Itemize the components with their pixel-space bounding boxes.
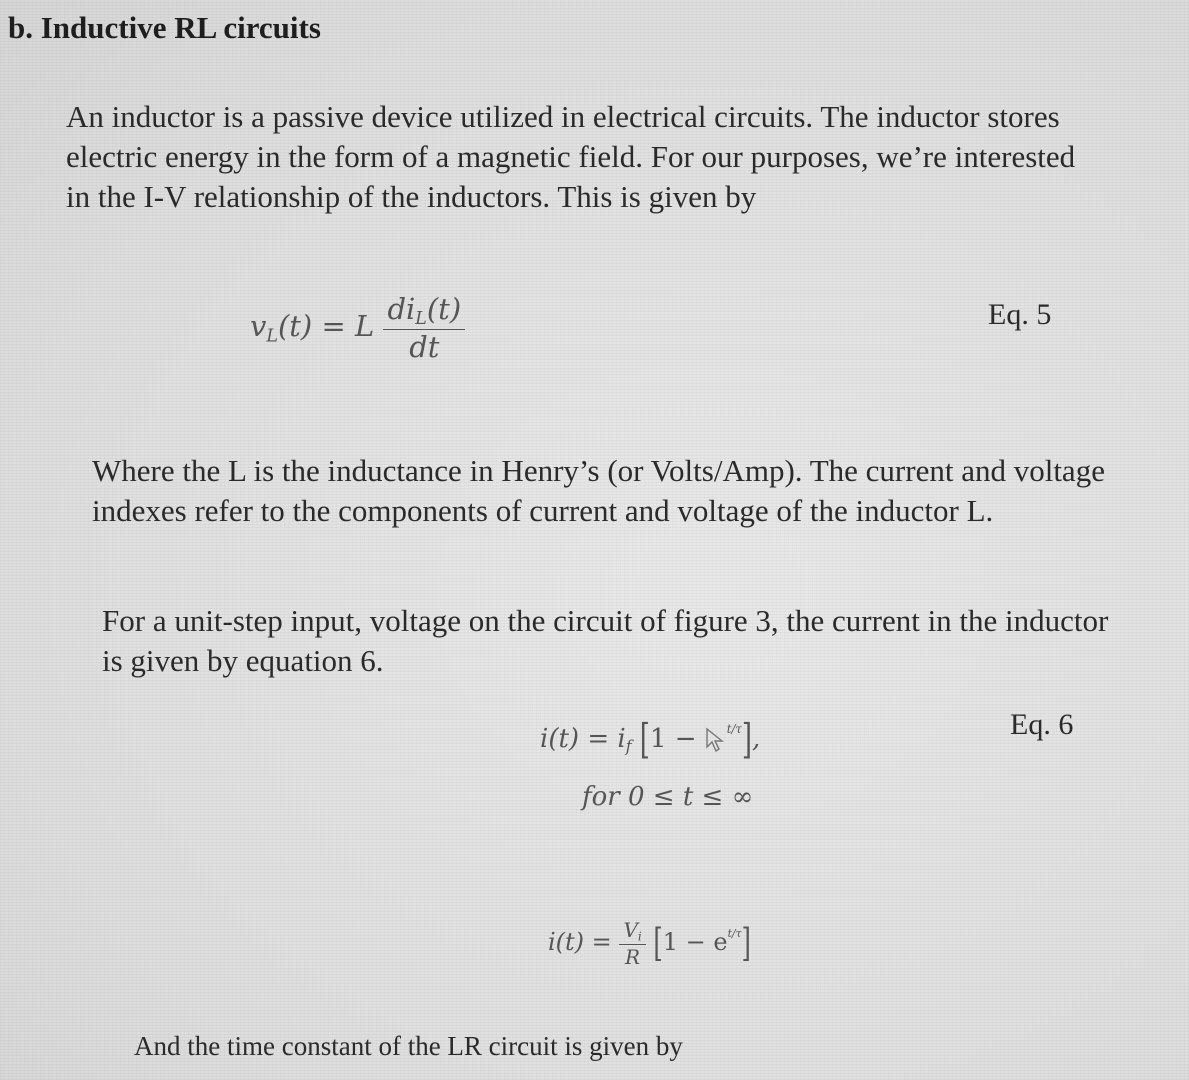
paragraph-unit-step-line-2: is given by equation 6.	[102, 643, 384, 678]
equation-6b	[548, 918, 751, 969]
eq6-condition: for 0 ≤ t ≤ ∞	[582, 782, 754, 812]
paragraph-inductance-line-1: Where the L is the inductance in Henry’s (or Volts/Amp). The current and voltage	[92, 453, 1105, 488]
eq6-exponent: t/τ	[726, 722, 742, 736]
eq6b-denominator: R	[625, 944, 641, 969]
eq6b-one-minus-e: 1 − e	[662, 927, 728, 956]
eq6b-left-bracket: [	[653, 920, 663, 966]
paragraph-time-constant: And the time constant of the LR circuit is given by	[134, 1031, 683, 1061]
eq6-right-bracket: ]	[741, 716, 753, 765]
eq5-denominator: dt	[409, 330, 440, 365]
paragraph-unit-step-line-1: For a unit-step input, voltage on the circuit of figure 3, the current in the inductor	[102, 603, 1109, 638]
eq6-comma: ,	[752, 724, 761, 755]
equation-5	[250, 292, 465, 364]
paragraph-intro-line-2: electric energy in the form of a magnetic field. For our purposes, we’re interested	[66, 139, 1076, 174]
equation-6	[540, 716, 761, 765]
eq5-label: Eq. 5	[988, 298, 1052, 331]
eq6-left-bracket: [	[639, 716, 650, 765]
paragraph-inductance-line-2: indexes refer to the components of current and voltage of the inductor L.	[92, 493, 994, 528]
eq5-lhs: v	[250, 309, 267, 344]
mouse-cursor-icon	[705, 727, 727, 753]
paragraph-intro-line-3: in the I-V relationship of the inductors. This is given by	[66, 179, 757, 214]
eq6-one-minus: 1 −	[649, 724, 697, 755]
eq5-lhs-subscript: L	[266, 326, 278, 347]
eq5-fraction	[383, 292, 465, 364]
paragraph-intro-line-1: An inductor is a passive device utilized in electrical circuits. The inductor stores	[66, 99, 1060, 134]
eq6b-lhs: i(t) =	[548, 927, 612, 956]
eq6b-numerator: $V_i$	[619, 918, 645, 945]
eq6b-fraction	[619, 918, 645, 969]
eq5-lhs-rest: (t) = L	[277, 309, 375, 344]
eq5-numerator: $di_L(t)$	[383, 292, 465, 330]
eq6-lhs-subscript: f	[625, 737, 632, 756]
eq6b-right-bracket: ]	[741, 920, 751, 966]
eq6-label: Eq. 6	[1010, 708, 1074, 741]
eq6-lhs: i(t) = i	[540, 724, 626, 755]
section-heading: b. Inductive RL circuits	[8, 10, 321, 45]
eq6b-exponent: t/τ	[727, 926, 742, 940]
